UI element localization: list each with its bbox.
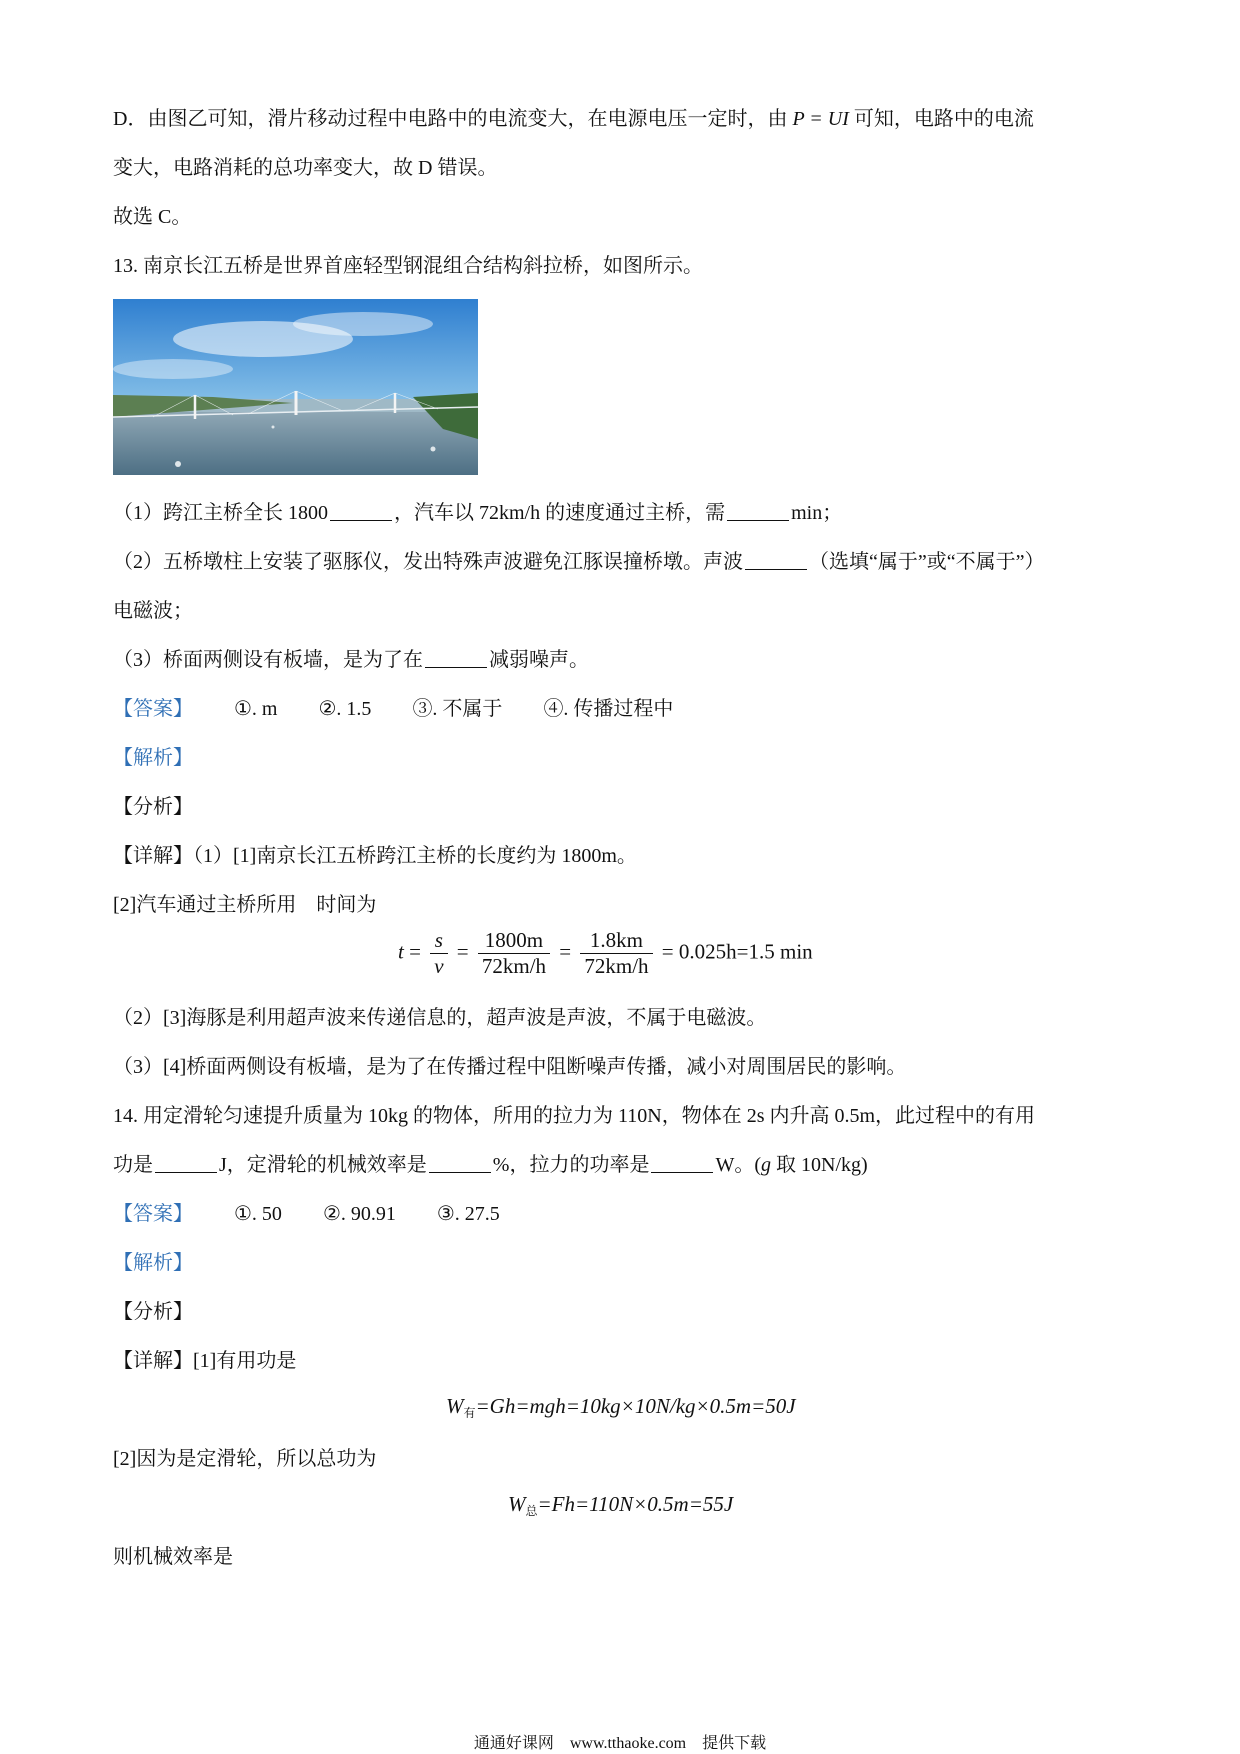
eq-s: s: [430, 928, 447, 954]
q13-detail-4: （3）[4]桥面两侧设有板墙，是为了在传播过程中阻断噪声传播，减小对周围居民的影响。: [113, 1056, 907, 1078]
q13-time-equation: [398, 928, 813, 979]
q13-part-3-text: （3）桥面两侧设有板墙，是为了在: [113, 649, 423, 671]
q13-answer-1: ①. m: [234, 698, 278, 720]
answer-blank: [330, 502, 392, 521]
q13-part-2: [113, 550, 1045, 574]
q13-answer-4: ④. 传播过程中: [543, 698, 674, 720]
eq-w-subscript: 有: [463, 1406, 476, 1420]
eq-den-2: 72km/h: [584, 954, 649, 978]
q13-part-1-text: （1）跨江主桥全长 1800: [113, 502, 328, 524]
q14-total-work-equation: [508, 1492, 733, 1519]
fraction-s-over-v: [430, 928, 447, 979]
question-14-line-2: [113, 1153, 868, 1177]
q14-text-e: 取 10N/kg): [771, 1154, 868, 1176]
q14-answer-1: ①. 50: [234, 1203, 282, 1225]
eq-w-subscript: 总: [525, 1504, 538, 1518]
q13-detail-2: [2]汽车通过主桥所用 时间为: [113, 894, 377, 916]
eq-num-2: 1.8km: [580, 928, 652, 954]
answer-blank: [425, 649, 487, 668]
eq-v: v: [434, 954, 444, 978]
q13-part-3: [113, 648, 589, 672]
answer-blank: [429, 1154, 491, 1173]
q14-text-b: J，定滑轮的机械效率是: [219, 1154, 427, 1176]
q14-analysis-tag: 【解析】: [113, 1252, 193, 1274]
detail-tag: 【详解】: [113, 1350, 193, 1372]
detail-tag: 【详解】: [113, 845, 193, 867]
q14-detail-2: [2]因为是定滑轮，所以总功为: [113, 1448, 377, 1470]
q13-part-2-cont: 电磁波；: [113, 600, 193, 622]
eq-useful-work-expr: =Gh=mgh=10kg×10N/kg×0.5m=50J: [475, 1394, 796, 1418]
q14-text-a: 功是: [113, 1154, 153, 1176]
answer-blank: [745, 551, 807, 570]
q13-analysis-tag: 【解析】: [113, 747, 193, 769]
eq-t: t: [398, 939, 404, 964]
q14-text-c: %，拉力的功率是: [492, 1154, 650, 1176]
answer-tag: 【答案】: [113, 698, 193, 720]
choose-c-line: 故选 C。: [113, 206, 192, 228]
option-d-line-1: [113, 107, 1034, 131]
fraction-1-8km: [580, 928, 652, 979]
answer-blank: [651, 1154, 713, 1173]
eq-result: = 0.025h=1.5 min: [661, 939, 813, 964]
eq-den-1: 72km/h: [481, 954, 547, 978]
eq-w: W: [446, 1394, 464, 1418]
eq-sign: =: [559, 939, 572, 964]
answer-blank: [727, 502, 789, 521]
q13-part-2-text: （2）五桥墩柱上安装了驱豚仪，发出特殊声波避免江豚误撞桥墩。声波: [113, 551, 743, 573]
q13-part-1: [113, 501, 842, 525]
q13-detail-1-text: （1）[1]南京长江五桥跨江主桥的长度约为 1800m。: [193, 845, 637, 867]
page-footer: 通通好课网 www.tthaoke.com 提供下载: [473, 1735, 767, 1752]
q14-answer-3: ③. 27.5: [436, 1203, 500, 1225]
q13-part-3-text-2: 减弱噪声。: [489, 649, 589, 671]
answer-tag: 【答案】: [113, 1203, 193, 1225]
q13-part-2-text-2: （选填“属于”或“不属于”）: [809, 551, 1045, 573]
option-d-text-cont: 可知，电路中的电流: [853, 108, 1034, 130]
answer-blank: [155, 1154, 217, 1173]
eq-sign: =: [409, 939, 421, 964]
q14-answer-2: ②. 90.91: [322, 1203, 396, 1225]
fraction-1800m: [478, 928, 550, 979]
q13-part-1-text-3: min；: [791, 502, 843, 524]
eq-w: W: [508, 1492, 526, 1516]
option-d-text: D．由图乙可知，滑片移动过程中电路中的电流变大，在电源电压一定时，由: [113, 108, 788, 130]
q13-part-1-text-2: ，汽车以 72km/h 的速度通过主桥，需: [394, 502, 726, 524]
q14-text-d: W。(: [715, 1154, 762, 1176]
power-formula: P = UI: [792, 108, 849, 130]
question-13-title: 13. 南京长江五桥是世界首座轻型钢混组合结构斜拉桥，如图所示。: [113, 255, 703, 277]
q14-detail-3: 则机械效率是: [113, 1546, 233, 1568]
q13-answer-2: ②. 1.5: [318, 698, 372, 720]
eq-total-work-expr: =Fh=110N×0.5m=55J: [537, 1492, 734, 1516]
q13-fenxi-tag: 【分析】: [113, 796, 193, 818]
q14-g-symbol: g: [761, 1154, 772, 1176]
option-d-line-2: 变大，电路消耗的总功率变大，故 D 错误。: [113, 157, 498, 179]
q14-answer-line: [113, 1202, 500, 1226]
bridge-photo: [113, 299, 478, 475]
q13-answer-line: [113, 697, 673, 721]
question-14-line-1: 14. 用定滑轮匀速提升质量为 10kg 的物体，所用的拉力为 110N，物体在 2s 内升高 0.5m，此过程中的有用: [113, 1105, 1036, 1127]
q14-detail-1-text: [1]有用功是: [193, 1350, 297, 1372]
q13-detail-1: [113, 844, 637, 868]
q14-useful-work-equation: [446, 1394, 796, 1421]
q13-answer-3: ③. 不属于: [412, 698, 503, 720]
q14-detail-1: [113, 1349, 296, 1373]
eq-sign: =: [456, 939, 469, 964]
q13-detail-3: （2）[3]海豚是利用超声波来传递信息的，超声波是声波，不属于电磁波。: [113, 1007, 767, 1029]
eq-num-1: 1800m: [478, 928, 550, 954]
q14-fenxi-tag: 【分析】: [113, 1301, 193, 1323]
